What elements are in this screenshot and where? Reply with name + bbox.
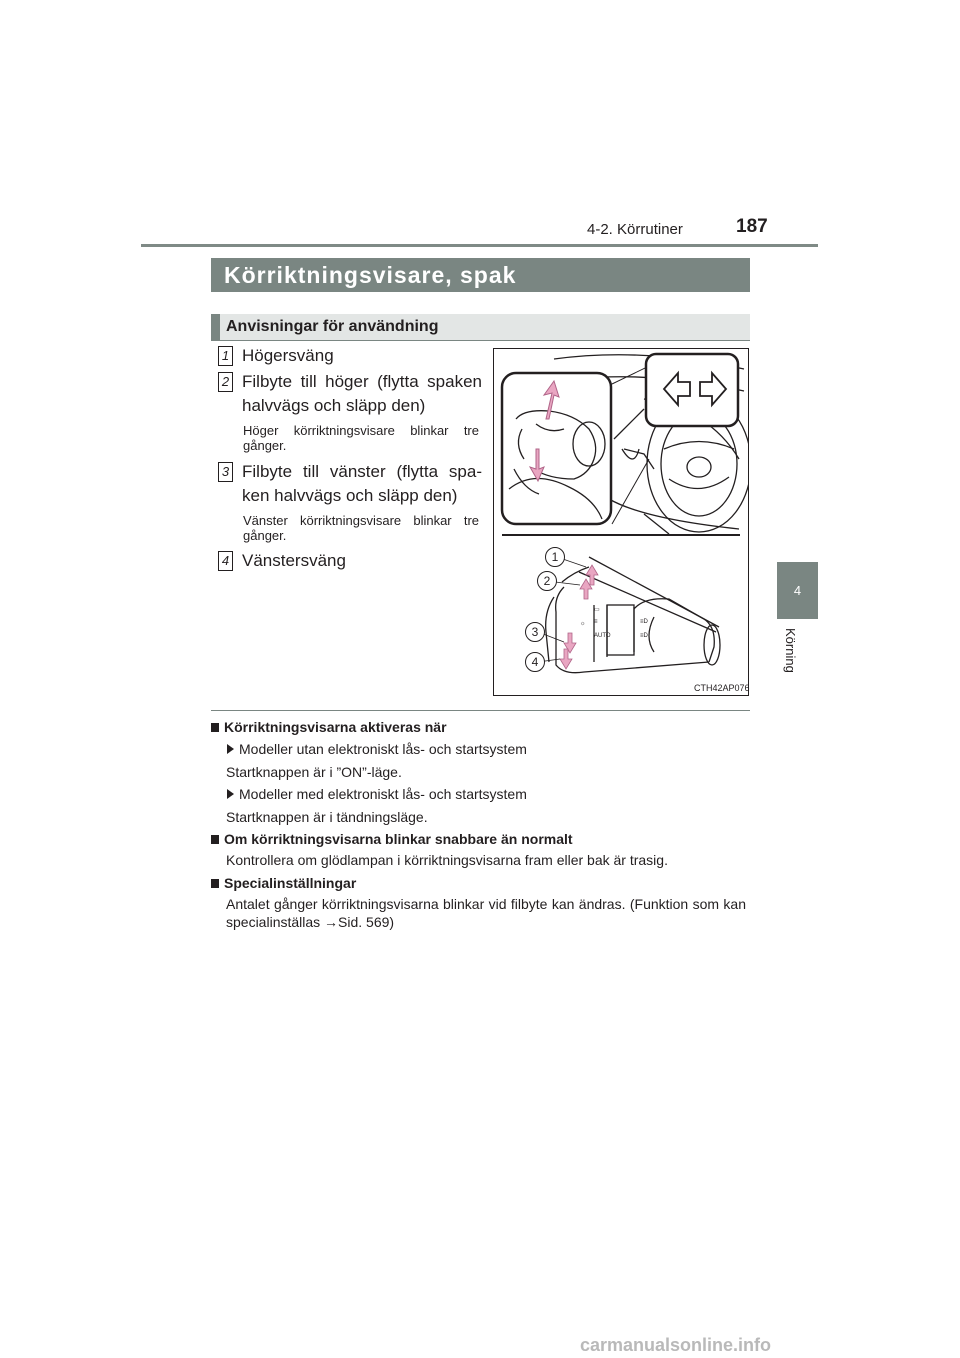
note-1-text-2: Startknappen är i tändningsläge.: [226, 809, 428, 825]
page-title: Körriktningsvisare, spak: [211, 258, 750, 292]
section-label: 4-2. Körrutiner: [587, 221, 683, 238]
header-rule: [141, 244, 818, 247]
callout-2: 2: [537, 571, 557, 591]
notes-rule: [211, 710, 750, 711]
note-heading-3: Specialinställningar: [211, 875, 356, 891]
subheading: Anvisningar för användning: [211, 314, 750, 340]
step-4: [218, 549, 482, 573]
step-text: Vänstersväng: [242, 551, 346, 570]
square-bullet-icon: [211, 835, 219, 844]
note-3-text: Antalet gånger körriktningsvisarna blinkar vid filbyte kan ändras. (Funktion som kan specialinställas →Sid. 569): [226, 896, 746, 930]
step-text: Högersväng: [242, 346, 334, 365]
subheading-rule: [211, 340, 750, 341]
step-number: 2: [218, 372, 233, 392]
step-1: [218, 344, 482, 368]
step-2-note: Höger körriktningsvisare blinkar tre gånger.: [243, 423, 479, 453]
step-number: 4: [218, 551, 233, 571]
svg-text:≡D: ≡D: [640, 633, 648, 639]
triangle-bullet-icon: [227, 789, 234, 799]
step-number: 3: [218, 462, 233, 482]
note-1-model-2: Modeller med elektroniskt lås- och startsystem: [227, 786, 527, 802]
note-1-model-1: Modeller utan elektroniskt lås- och startsystem: [227, 741, 527, 757]
step-text: Filbyte till vänster (flytta spa- ken halvvägs och släpp den): [242, 462, 482, 505]
chapter-tab[interactable]: 4: [777, 562, 818, 619]
callout-1: 1: [545, 547, 565, 567]
step-3: [218, 460, 482, 508]
square-bullet-icon: [211, 879, 219, 888]
step-2: [218, 370, 482, 418]
svg-text:☼: ☼: [580, 621, 586, 627]
page-number: 187: [736, 216, 768, 237]
svg-text:AUTO: AUTO: [594, 633, 611, 639]
svg-text:▭: ▭: [594, 607, 600, 613]
chapter-label: Körning: [783, 628, 798, 673]
note-heading-1: Körriktningsvisarna aktiveras när: [211, 719, 447, 735]
step-3-note: Vänster körriktningsvisare blinkar tre gånger.: [243, 513, 479, 543]
step-number: 1: [218, 346, 233, 366]
svg-text:≡: ≡: [594, 619, 598, 625]
svg-text:≡D: ≡D: [640, 619, 648, 625]
figure-code: CTH42AP076: [694, 683, 750, 693]
callout-3: 3: [525, 622, 545, 642]
note-1-text-1: Startknappen är i ”ON”-läge.: [226, 764, 402, 780]
note-heading-2: Om körriktningsvisarna blinkar snabbare än normalt: [211, 831, 573, 847]
step-text: Filbyte till höger (flytta spaken halvvägs och släpp den): [242, 372, 482, 415]
callout-4: 4: [525, 652, 545, 672]
square-bullet-icon: [211, 723, 219, 732]
figure-divider: [502, 534, 740, 536]
watermark: carmanualsonline.info: [580, 1335, 772, 1355]
triangle-bullet-icon: [227, 744, 234, 754]
note-2-text: Kontrollera om glödlampan i körriktningsvisarna fram eller bak är trasig.: [226, 852, 668, 868]
